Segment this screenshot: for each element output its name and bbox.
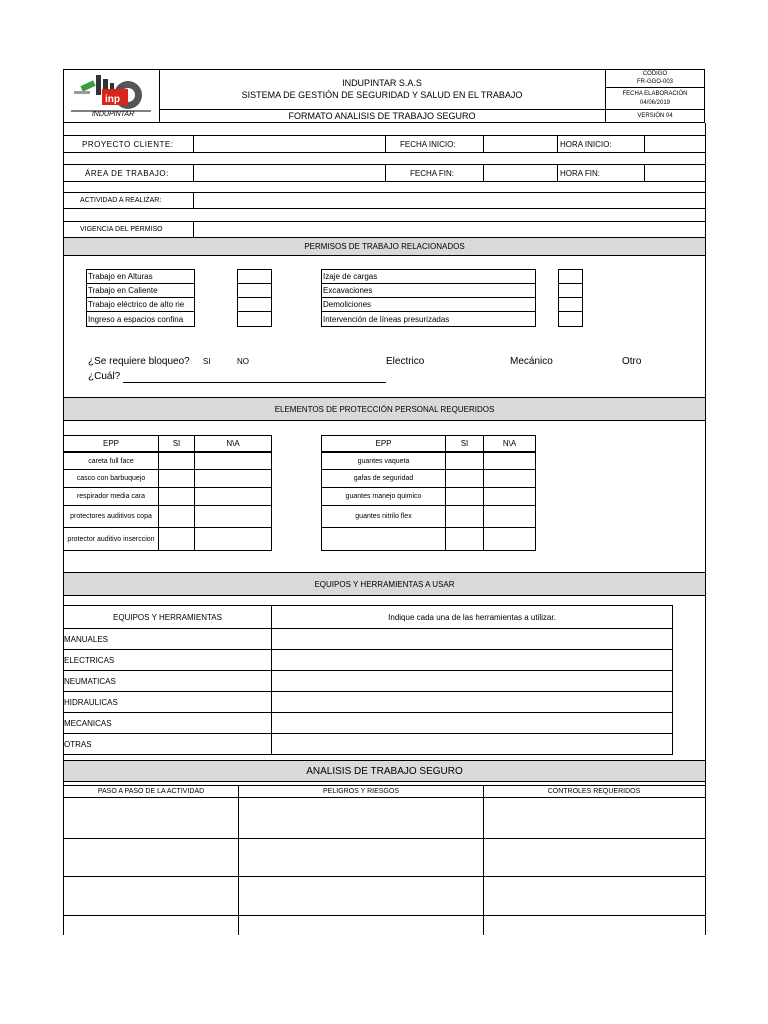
- ats-cell[interactable]: [64, 798, 238, 838]
- bloqueo-question: ¿Se requiere bloqueo?: [88, 355, 190, 367]
- company-name: INDUPINTAR S.A.S: [342, 78, 422, 88]
- equipos-row-label: MANUALES: [64, 634, 109, 644]
- epp-col-na: N\A: [226, 439, 240, 448]
- ats-cell[interactable]: [64, 839, 238, 876]
- epp-item: guantes nitrilo flex: [355, 513, 412, 520]
- bloqueo-mecanico[interactable]: Mecánico: [510, 355, 553, 367]
- equipos-col1: EQUIPOS Y HERRAMIENTAS: [113, 612, 222, 622]
- ats-col2: PELIGROS Y RIESGOS: [323, 788, 399, 795]
- actividad-label: ACTIVIDAD A REALIZAR:: [80, 197, 162, 204]
- equipos-title: EQUIPOS Y HERRAMIENTAS A USAR: [64, 573, 705, 595]
- permiso-item: Trabajo en Caliente: [88, 286, 158, 295]
- version-label: VERSIÓN 04: [637, 113, 673, 119]
- area-trabajo-label: ÁREA DE TRABAJO:: [85, 168, 169, 178]
- bloqueo-no[interactable]: NO: [237, 356, 249, 366]
- format-title: FORMATO ANALISIS DE TRABAJO SEGURO: [288, 111, 476, 121]
- permiso-item: Izaje de cargas: [323, 272, 378, 281]
- ats-cell[interactable]: [239, 839, 483, 876]
- epp-col-na: N\A: [502, 439, 517, 448]
- codigo-value: FR-GGO-003: [636, 79, 673, 85]
- epp-item: protectores auditivos copa: [70, 513, 152, 520]
- logo-text: INDUPINTAR: [91, 111, 135, 118]
- hora-fin-field[interactable]: [645, 165, 704, 181]
- ats-cell[interactable]: [64, 877, 238, 915]
- epp-col-header: EPP: [375, 439, 392, 448]
- equipos-field[interactable]: [272, 734, 672, 754]
- equipos-field[interactable]: [272, 692, 672, 712]
- equipos-row-label: MECANICAS: [64, 718, 112, 728]
- hora-inicio-label: HORA INICIO:: [560, 139, 612, 149]
- permiso-item: Ingreso a espacios confina: [88, 314, 184, 324]
- area-trabajo-field[interactable]: [194, 165, 384, 181]
- fecha-inicio-field[interactable]: [484, 136, 556, 152]
- permiso-item: Trabajo eléctrico de alto rie: [88, 300, 185, 309]
- ats-cell[interactable]: [484, 877, 704, 915]
- equipos-field[interactable]: [272, 629, 672, 649]
- cual-line[interactable]: [123, 382, 386, 383]
- epp-col-header: EPP: [102, 439, 119, 448]
- vigencia-label: VIGENCIA DEL PERMISO: [80, 226, 163, 233]
- ats-cell[interactable]: [239, 798, 483, 838]
- permisos-left-checks[interactable]: [237, 269, 272, 327]
- codigo-label: CODIGO: [642, 71, 668, 77]
- proyecto-cliente-label: PROYECTO CLIENTE:: [82, 139, 174, 149]
- ats-title: ANALISIS DE TRABAJO SEGURO: [64, 761, 705, 781]
- actividad-field[interactable]: [194, 193, 704, 208]
- equipos-field[interactable]: [272, 713, 672, 733]
- company-logo: [66, 71, 156, 121]
- equipos-field[interactable]: [272, 671, 672, 691]
- epp-title: ELEMENTOS DE PROTECCIÓN PERSONAL REQUERIDOS: [64, 398, 705, 420]
- permisos-right-checks[interactable]: [558, 269, 583, 327]
- fecha-elaboracion-label: FECHA ELABORACIÓN: [622, 90, 688, 97]
- epp-item: respirador media cara: [76, 493, 146, 500]
- ats-cell[interactable]: [484, 839, 704, 876]
- epp-col-si: SI: [172, 439, 181, 448]
- epp-item: careta full face: [88, 457, 134, 465]
- equipos-row-label: HIDRAULICAS: [64, 697, 118, 707]
- cual-label: ¿Cuál?: [88, 370, 121, 382]
- ats-cell[interactable]: [239, 877, 483, 915]
- permiso-item: Intervención de líneas presurizadas: [323, 314, 450, 324]
- epp-item: gafas de seguridad: [353, 475, 414, 482]
- fecha-inicio-label: FECHA INICIO:: [400, 139, 456, 149]
- bloqueo-electrico[interactable]: Electrico: [386, 355, 425, 367]
- fecha-fin-field[interactable]: [484, 165, 556, 181]
- ats-col3: CONTROLES REQUERIDOS: [547, 788, 641, 795]
- equipos-col2: Indique cada una de las herramientas a utilizar.: [388, 612, 556, 622]
- fecha-elaboracion-value: 04/06/2019: [639, 99, 671, 106]
- permiso-item: Trabajo en Alturas: [88, 272, 153, 281]
- ats-cell[interactable]: [484, 798, 704, 838]
- epp-item: casco con barbuquejo: [76, 475, 146, 482]
- permiso-item: Excavaciones: [323, 286, 373, 295]
- permiso-item: Demoliciones: [323, 300, 372, 309]
- equipos-field[interactable]: [272, 650, 672, 670]
- epp-item: guantes manejo quimico: [345, 493, 422, 500]
- svg-text:inp: inp: [105, 94, 120, 105]
- equipos-row-label: OTRAS: [64, 739, 92, 749]
- equipos-row-label: NEUMATICAS: [64, 676, 116, 686]
- permisos-title: PERMISOS DE TRABAJO RELACIONADOS: [64, 238, 705, 255]
- hora-inicio-field[interactable]: [645, 136, 704, 152]
- system-name: SISTEMA DE GESTIÓN DE SEGURIDAD Y SALUD EN EL TRABAJO: [241, 90, 523, 100]
- epp-col-si: SI: [460, 439, 469, 448]
- bloqueo-otro[interactable]: Otro: [622, 355, 642, 367]
- epp-item: protector auditivo inserccion: [67, 535, 155, 543]
- proyecto-cliente-field[interactable]: [194, 136, 384, 152]
- ats-col1: PASO A PASO DE LA ACTIVIDAD: [97, 788, 205, 795]
- vigencia-field[interactable]: [194, 222, 704, 237]
- equipos-row-label: ELECTRICAS: [64, 655, 115, 665]
- epp-item: guantes vaqueta: [357, 457, 410, 465]
- hora-fin-label: HORA FIN:: [560, 168, 601, 178]
- fecha-fin-label: FECHA FIN:: [410, 168, 455, 178]
- bloqueo-si[interactable]: SI: [203, 356, 211, 366]
